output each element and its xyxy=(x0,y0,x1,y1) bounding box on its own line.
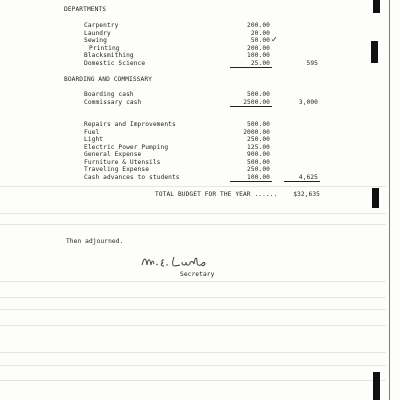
section-total: 595 xyxy=(306,59,318,67)
ruled-line xyxy=(0,281,400,282)
line-item-amount: 200.00 xyxy=(247,44,270,52)
total-budget-amount: $32,635 xyxy=(293,191,320,198)
ruled-line xyxy=(0,352,400,353)
line-item-label: General Expense xyxy=(84,151,142,158)
line-item-amount: 2500.00 xyxy=(243,98,270,106)
line-item-label: Carpentry xyxy=(84,22,119,29)
line-item-amount: 100.00 xyxy=(247,173,270,181)
line-item-label: Fuel xyxy=(84,128,100,136)
ruled-line xyxy=(0,365,400,366)
line-item-amount: 20.00 xyxy=(250,29,270,37)
line-item-label: Commissary cash xyxy=(84,98,142,106)
line-item-label: Domestic Science xyxy=(84,59,146,67)
check-mark-icon: ✓ xyxy=(271,35,278,44)
line-item-amount: 500.00 xyxy=(247,91,270,98)
line-item-label: Sewing xyxy=(84,37,107,44)
line-item-label: Light xyxy=(84,136,104,143)
subtotal-underline xyxy=(284,181,320,182)
ruled-line xyxy=(0,380,400,381)
ruled-line xyxy=(0,213,400,214)
margin-mark xyxy=(373,0,380,13)
total-budget-label: TOTAL BUDGET FOR THE YEAR ...... xyxy=(155,191,278,198)
line-item-label: Boarding cash xyxy=(84,91,134,98)
departments-heading: DEPARTMENTS xyxy=(64,6,107,13)
margin-mark xyxy=(373,372,380,400)
subtotal-underline xyxy=(230,181,272,182)
secretary-title: Secretary xyxy=(180,271,215,278)
line-item-amount: 200.00 xyxy=(247,22,270,29)
page-edge xyxy=(386,0,400,400)
subtotal-underline xyxy=(230,106,272,107)
line-item-amount: 500.00 xyxy=(247,121,270,128)
line-item-label: Cash advances to students xyxy=(84,173,180,181)
ruled-line xyxy=(0,325,400,326)
adjourned-text: Then adjourned. xyxy=(66,238,124,245)
line-item-amount: 25.00 xyxy=(250,59,270,67)
line-item-label: Traveling Expense xyxy=(84,166,150,173)
line-item-amount: 900.00 xyxy=(247,151,270,158)
section-total: 3,000 xyxy=(298,98,318,106)
line-item-amount: 250.00 xyxy=(247,136,270,143)
ruled-line xyxy=(0,309,400,310)
ruled-line xyxy=(0,297,400,298)
subtotal-underline xyxy=(230,67,272,68)
boarding-heading: BOARDING AND COMMISSARY xyxy=(64,76,152,83)
signature xyxy=(140,251,230,271)
line-item-label: Blacksmithing xyxy=(84,52,134,59)
line-item-amount: 500.00 xyxy=(247,158,270,166)
line-item-label: Repairs and Improvements xyxy=(84,121,176,128)
line-item-label: Printing xyxy=(89,44,120,52)
line-item-amount: 50.00 xyxy=(250,37,270,44)
line-item-amount: 125.00 xyxy=(247,143,270,151)
line-item-label: Electric Power Pumping xyxy=(84,143,169,151)
ruled-line xyxy=(0,224,400,225)
margin-mark xyxy=(371,41,378,63)
line-item-label: Laundry xyxy=(84,29,111,37)
section-total: 4,625 xyxy=(298,173,318,181)
line-item-label: Furniture & Utensils xyxy=(84,158,161,166)
line-item-amount: 250.00 xyxy=(247,166,270,173)
line-item-amount: 2000.00 xyxy=(243,128,270,136)
ruled-line xyxy=(0,186,400,187)
line-item-amount: 100.00 xyxy=(247,52,270,59)
margin-mark xyxy=(372,188,379,208)
